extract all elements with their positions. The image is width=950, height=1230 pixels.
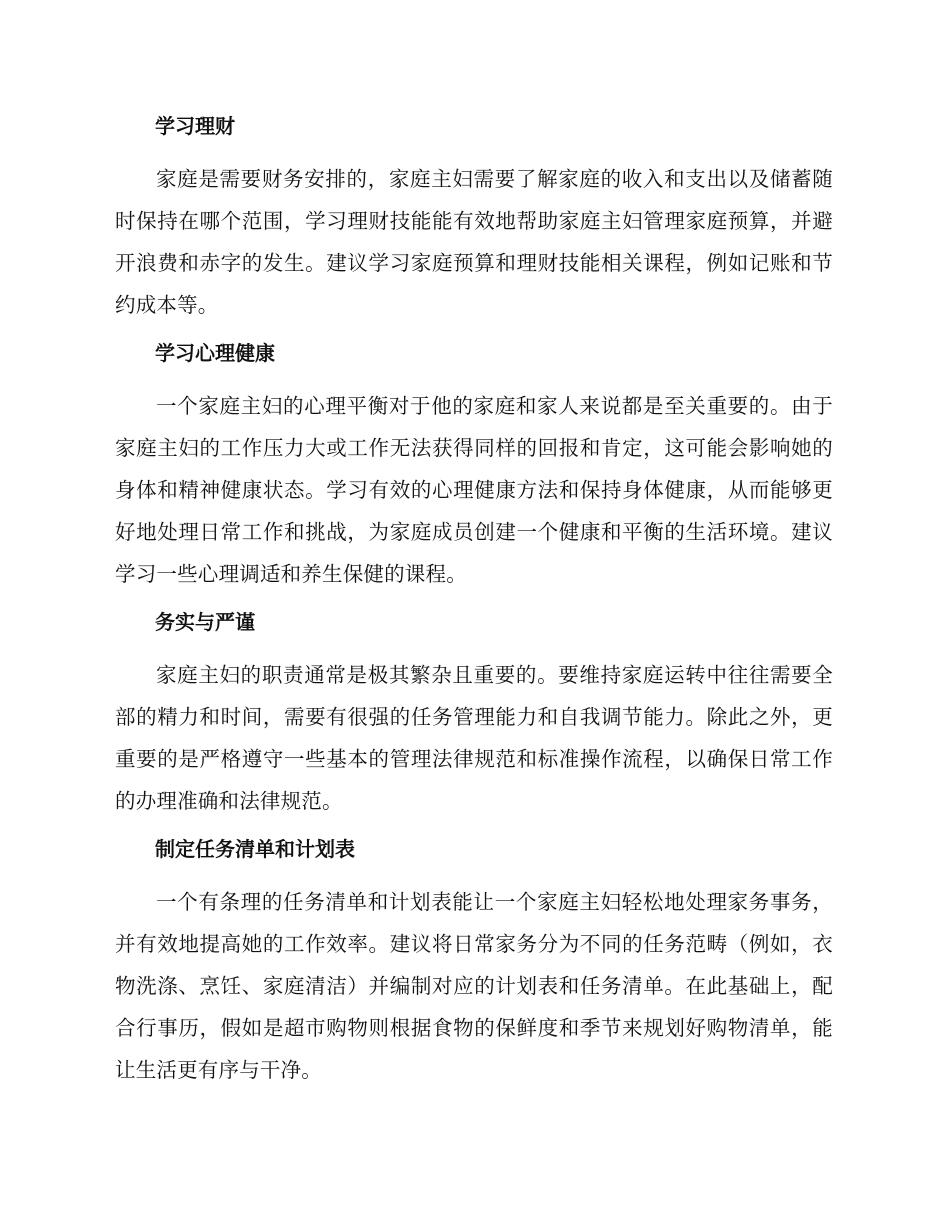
section-heading: 学习理财 <box>155 114 235 138</box>
section-paragraph: 家庭主妇的职责通常是极其繁杂且重要的。要维持家庭运转中往往需要全部的精力和时间，需要有很强的任务管理能力和自我调节能力。除此之外，更重要的是严格遵守一些基本的管理法律规范和标准操作流程，以确保日常工作的办理准确和法律规范。 <box>115 663 833 813</box>
section-finance <box>115 112 833 326</box>
section-heading: 学习心理健康 <box>155 341 275 365</box>
section-paragraph: 一个家庭主妇的心理平衡对于他的家庭和家人来说都是至关重要的。由于家庭主妇的工作压力大或工作无法获得同样的回报和肯定，这可能会影响她的身体和精神健康状态。学习有效的心理健康方法和保持身体健康，从而能够更好地处理日常工作和挑战，为家庭成员创建一个健康和平衡的生活环境。建议学习一些心理调适和养生保健的课程。 <box>115 394 833 586</box>
section-task-list <box>115 835 833 1091</box>
section-pragmatism <box>115 608 833 822</box>
section-heading: 务实与严谨 <box>155 610 255 634</box>
section-paragraph: 一个有条理的任务清单和计划表能让一个家庭主妇轻松地处理家务事务，并有效地提高她的工作效率。建议将日常家务分为不同的任务范畴（例如，衣物洗涤、烹饪、家庭清洁）并编制对应的计划表和任务清单。在此基础上，配合行事历，假如是超市购物则根据食物的保鲜度和季节来规划好购物清单，能让生活更有序与干净。 <box>115 890 833 1082</box>
section-mental-health <box>115 339 833 595</box>
document-page <box>115 104 833 1104</box>
section-paragraph: 家庭是需要财务安排的，家庭主妇需要了解家庭的收入和支出以及储蓄随时保持在哪个范围，学习理财技能能有效地帮助家庭主妇管理家庭预算，并避开浪费和赤字的发生。建议学习家庭预算和理财技能相关课程，例如记账和节约成本等。 <box>115 167 833 317</box>
section-heading: 制定任务清单和计划表 <box>155 837 355 861</box>
